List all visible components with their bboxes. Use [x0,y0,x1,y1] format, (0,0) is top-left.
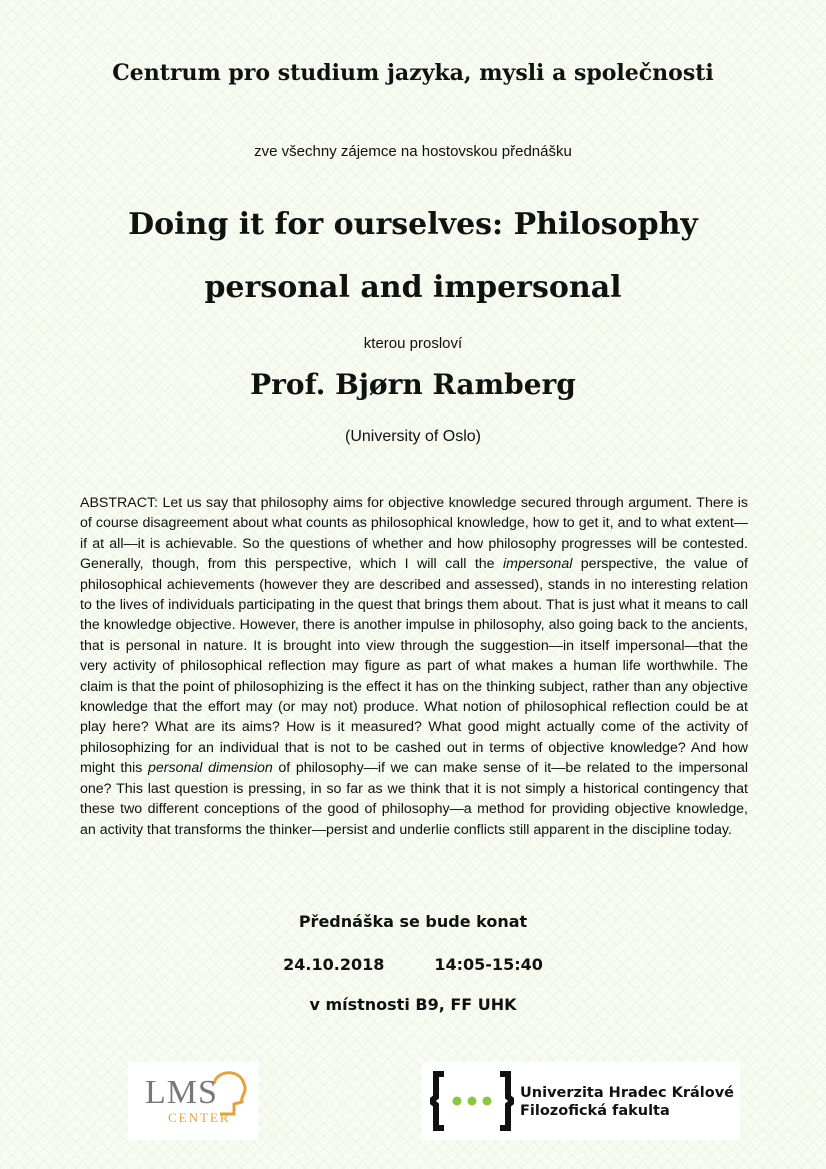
abstract-segment: ABSTRACT: Let us say that philosophy aims for objective knowledge secured through argument. There is of course disagreement about what counts as philosophical knowledge, how to get it, and to what extent—if at all—it is achievable. So the questions of whether and how philosophy progresses will be contested. Generally, though, from this perspective, which I will call the [80,495,748,573]
details-datetime [0,955,826,974]
lecture-title-line2: personal and impersonal [204,270,622,305]
lms-logo-text: LMS [145,1074,218,1111]
abstract-italic-personal-dimension: personal dimension [148,760,273,777]
uhk-faculty-logo [422,1062,740,1140]
lecture-title-line1: Doing it for ourselves: Philosophy [128,207,698,242]
abstract-italic-impersonal: impersonal [502,556,573,573]
abstract-text [80,493,748,840]
uhk-braces-icon [430,1068,514,1134]
lms-center-logo [128,1062,258,1140]
abstract-segment: of philosophy—if we can make sense of it—be related to the impersonal one? This last question is pressing, in so far as we think that it is not simply a historical contingency that these two different conceptions of the good of philosophy—a method for providing objective knowledge, an activity that transforms the thinker—persist and underlie conflicts still apparent in the discipline today. [80,760,748,838]
lecture-date: 24.10.2018 [283,955,385,974]
uhk-faculty-name: Filozofická fakulta [520,1103,670,1119]
speaker-intro: kterou prosloví [363,335,463,352]
details-location: v místnosti B9, FF UHK [309,995,517,1014]
speaker-affiliation: (University of Oslo) [344,428,482,445]
abstract-segment: perspective, the value of philosophical achievements (however they are described and assessed), stands in no interesting relation to the lives of individuals participating in the quest that brings them about. That is just what it means to call the knowledge objective. However, there is another impulse in philosophy, also going back to the ancients, that is personal in nature. It is brought into view through the suggestion—in itself impersonal—that the very activity of philosophical reflection may figure as part of what makes a human life worthwhile. The claim is that the point of philosophizing is the effect it has on the thinking subject, rather than any objective knowledge that the effort may (or may not) produce. What notion of philosophical reflection could be at play here? What are its aims? How is it measured? What good might actually come of the activity of philosophizing for an individual that is not to be cashed out in terms of objective knowledge? And how might this [80,556,748,777]
organization-name: Centrum pro studium jazyka, mysli a společnosti [112,60,714,86]
uhk-university-name: Univerzita Hradec Králové [520,1085,734,1101]
lecture-time: 14:05-15:40 [434,955,543,974]
invitation-text: zve všechny zájemce na hostovskou přednášku [254,143,572,160]
details-heading: Přednáška se bude konat [298,912,528,931]
speaker-name: Prof. Bjørn Ramberg [250,368,576,401]
lms-logo-subtext: CENTER [168,1110,231,1125]
